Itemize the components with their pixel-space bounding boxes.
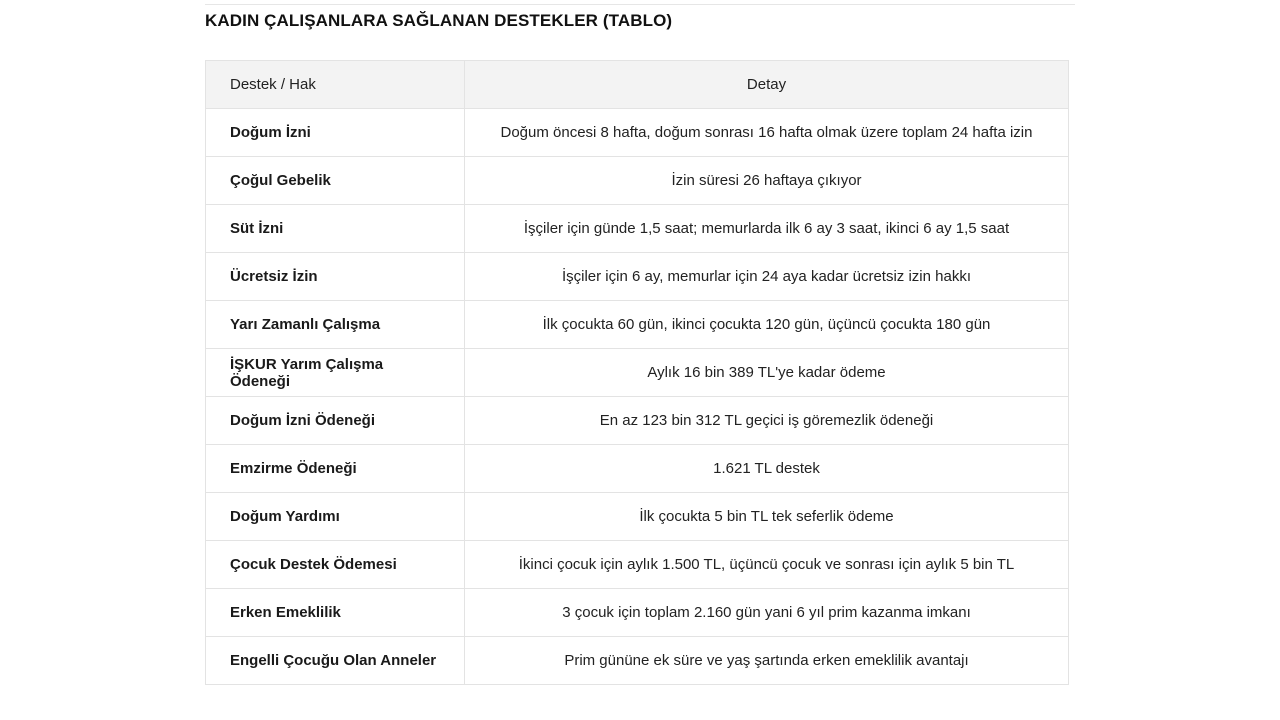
table-row <box>206 205 1069 253</box>
row-name-cell: Doğum İzni <box>206 109 465 157</box>
table-row <box>206 637 1069 685</box>
row-detail-cell: İşçiler için günde 1,5 saat; memurlarda ilk 6 ay 3 saat, ikinci 6 ay 1,5 saat <box>465 205 1069 253</box>
row-detail-cell: 3 çocuk için toplam 2.160 gün yani 6 yıl prim kazanma imkanı <box>465 589 1069 637</box>
row-detail-cell: En az 123 bin 312 TL geçici iş göremezlik ödeneği <box>465 397 1069 445</box>
table-row <box>206 397 1069 445</box>
row-name-cell: Doğum Yardımı <box>206 493 465 541</box>
table-row <box>206 445 1069 493</box>
row-name-cell: Çoğul Gebelik <box>206 157 465 205</box>
row-name-cell: Süt İzni <box>206 205 465 253</box>
row-name-cell: İŞKUR Yarım Çalışma Ödeneği <box>206 349 465 397</box>
table-row <box>206 349 1069 397</box>
row-name-cell: Emzirme Ödeneği <box>206 445 465 493</box>
row-detail-cell: Aylık 16 bin 389 TL'ye kadar ödeme <box>465 349 1069 397</box>
row-detail-cell: İzin süresi 26 haftaya çıkıyor <box>465 157 1069 205</box>
table-body <box>206 109 1069 685</box>
row-detail-cell: İkinci çocuk için aylık 1.500 TL, üçüncü çocuk ve sonrası için aylık 5 bin TL <box>465 541 1069 589</box>
table-row <box>206 253 1069 301</box>
top-divider <box>205 4 1075 5</box>
row-name-cell: Ücretsiz İzin <box>206 253 465 301</box>
row-name-cell: Yarı Zamanlı Çalışma <box>206 301 465 349</box>
table-row <box>206 157 1069 205</box>
supports-table <box>205 60 1069 685</box>
row-detail-cell: Doğum öncesi 8 hafta, doğum sonrası 16 hafta olmak üzere toplam 24 hafta izin <box>465 109 1069 157</box>
row-name-cell: Erken Emeklilik <box>206 589 465 637</box>
table-row <box>206 541 1069 589</box>
table-row <box>206 493 1069 541</box>
table-row <box>206 301 1069 349</box>
row-name-cell: Doğum İzni Ödeneği <box>206 397 465 445</box>
row-detail-cell: İşçiler için 6 ay, memurlar için 24 aya kadar ücretsiz izin hakkı <box>465 253 1069 301</box>
row-detail-cell: 1.621 TL destek <box>465 445 1069 493</box>
header-cell-support: Destek / Hak <box>206 61 465 109</box>
table-row <box>206 589 1069 637</box>
table-header <box>206 61 1069 109</box>
table-row <box>206 109 1069 157</box>
row-detail-cell: İlk çocukta 60 gün, ikinci çocukta 120 gün, üçüncü çocukta 180 gün <box>465 301 1069 349</box>
header-row <box>206 61 1069 109</box>
header-cell-detail: Detay <box>465 61 1069 109</box>
row-name-cell: Engelli Çocuğu Olan Anneler <box>206 637 465 685</box>
page-title: KADIN ÇALIŞANLARA SAĞLANAN DESTEKLER (TABLO) <box>205 11 673 30</box>
row-name-cell: Çocuk Destek Ödemesi <box>206 541 465 589</box>
row-detail-cell: Prim gününe ek süre ve yaş şartında erken emeklilik avantajı <box>465 637 1069 685</box>
row-detail-cell: İlk çocukta 5 bin TL tek seferlik ödeme <box>465 493 1069 541</box>
